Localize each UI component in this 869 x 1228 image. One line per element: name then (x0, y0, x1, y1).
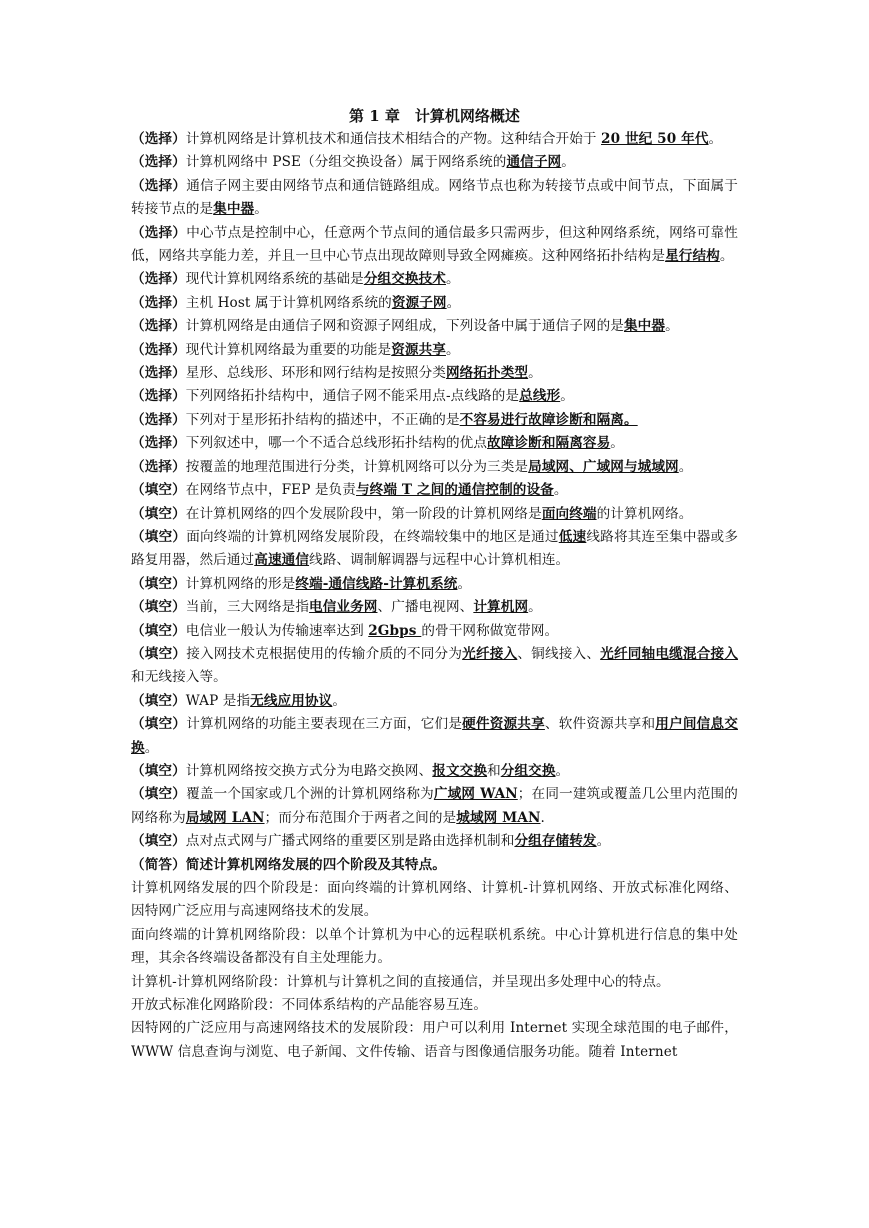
answer-text: 2Gbps (368, 622, 422, 639)
answer-text: 20 世纪 50 年代 (601, 131, 709, 147)
question-type-tag: （选择） (131, 294, 186, 311)
question-item (131, 151, 738, 174)
body-text: 面向终端的计算机网络发展阶段，在终端较集中的地区是通过 (186, 528, 559, 545)
question-type-tag: （填空） (131, 575, 186, 592)
body-text: ；而分布范围介于两者之间的是 (264, 809, 457, 826)
answer-text: 光纤同轴电缆混合接入 (600, 645, 739, 662)
answer-text: 网络拓扑类型 (445, 365, 529, 382)
body-text: 覆盖一个国家或几个洲的计算机网络称为 (186, 786, 434, 803)
document-body (131, 128, 738, 1064)
question-item (131, 128, 738, 151)
document-page (131, 104, 738, 1064)
answer-text: 星行结构 (665, 248, 720, 265)
answer-paragraph (131, 1017, 738, 1064)
body-text: 。 (553, 482, 568, 499)
answer-paragraph (131, 994, 738, 1017)
body-text: 和无线接入等。 (131, 669, 227, 686)
question-item (131, 713, 738, 760)
body-text: 。 (528, 365, 542, 382)
body-text: 计算机网络发展的四个阶段是：面向终端的计算机网络、计算机-计算机网络、开放式标准化网络、因特网广泛应用与高速网络技术的发展。 (131, 880, 738, 920)
body-text: 计算机网络是计算机技术和通信技术相结合的产物。这种结合开始于 (185, 131, 602, 147)
body-text: 主机 Host 属于计算机网络系统的 (185, 294, 392, 311)
body-text: 。 (445, 341, 460, 358)
body-text: 。 (332, 692, 347, 709)
body-text: 和 (487, 762, 501, 779)
answer-text: 分组交换技术 (363, 271, 446, 288)
answer-text: 分组交换 (500, 762, 556, 779)
question-type-tag: （选择） (131, 458, 186, 475)
answer-text: 计算机网 (473, 599, 529, 616)
question-item (131, 432, 738, 455)
body-text: 计算机网络的形是 (185, 575, 296, 592)
question-type-tag: （选择） (131, 341, 186, 358)
question-type-tag: （选择） (131, 365, 186, 382)
body-text: . (540, 809, 545, 826)
body-text: 下列网络拓扑结构中，通信子网不能采用点-点线路的是 (185, 388, 520, 405)
body-text: 。 (708, 131, 723, 147)
question-type-tag: （选择） (131, 154, 186, 171)
body-text: 。 (561, 154, 575, 171)
answer-text: 光纤接入 (462, 645, 518, 662)
question-item (131, 690, 738, 713)
question-type-tag: （选择） (131, 224, 187, 241)
answer-text: 高速通信 (254, 552, 310, 569)
body-text: 线路、调制解调器与远程中心计算机相连。 (309, 552, 570, 569)
body-text: 。 (560, 388, 574, 405)
body-text: 线路将其连至集中器或多路复用器，然后通过 (131, 528, 739, 569)
body-text: 点对点式网与广播式网络的重要区别是路由选择机制和 (185, 833, 515, 850)
body-text: 。 (719, 248, 734, 265)
answer-text: 局域网、广域网与城域网 (528, 458, 679, 475)
body-text: 计算机网络的功能主要表现在三方面，它们是 (186, 716, 463, 733)
body-text: 在计算机网络的四个发展阶段中，第一阶段的计算机网络是 (185, 505, 542, 522)
answer-text: 资源共享 (391, 341, 446, 358)
question-item (131, 315, 738, 338)
question-item (131, 830, 738, 853)
question-item (131, 573, 738, 596)
answer-text: 面向终端 (541, 505, 597, 522)
answer-text: 不容易进行故障诊断和隔离。 (459, 411, 638, 428)
body-text: 、铜线接入、 (517, 645, 601, 662)
body-text: 电信业一般认为传输速率达到 (185, 622, 369, 639)
question-type-tag: （选择） (131, 271, 186, 288)
body-text: 、软件资源共享和 (544, 716, 656, 733)
answer-paragraph (131, 971, 738, 994)
answer-text: 电信业务网 (309, 599, 378, 616)
body-text: 的计算机网络。 (596, 505, 693, 522)
answer-text: 通信子网 (506, 154, 562, 171)
question-item (131, 409, 738, 432)
body-text: 的骨干网称做宽带网。 (421, 622, 559, 639)
question-item (131, 783, 738, 830)
answer-paragraph (131, 877, 738, 924)
body-text: 接入网技术克根据使用的传输介质的不同分为 (186, 645, 463, 662)
body-text: 现代计算机网络系统的基础是 (185, 271, 364, 288)
question-item (131, 268, 738, 291)
body-text: 。 (678, 458, 693, 475)
answer-text: 与终端 T 之间的通信控制的设备 (355, 482, 554, 499)
answer-text: 无线应用协议 (250, 692, 333, 709)
body-text: 。 (457, 575, 472, 592)
question-type-tag: （填空） (131, 786, 187, 803)
answer-text: 集中器 (213, 201, 255, 218)
question-type-tag: （填空） (131, 833, 186, 850)
answer-text: 终端-通信线路-计算机系统 (295, 575, 458, 592)
body-text: 下列对于星形拓扑结构的描述中，不正确的是 (185, 411, 460, 428)
question-item (131, 292, 738, 315)
question-type-tag: （简答） (131, 856, 186, 873)
question-item (131, 760, 738, 783)
body-text: 现代计算机网络最为重要的功能是 (185, 341, 392, 358)
question-type-tag: （填空） (131, 505, 186, 522)
body-text: 开放式标准化网路阶段：不同体系结构的产品能容易互连。 (131, 997, 488, 1014)
question-type-tag: （选择） (131, 318, 186, 335)
answer-text: 用户间信息交换 (131, 716, 738, 756)
body-text: 计算机-计算机网络阶段：计算机与计算机之间的直接通信，并呈现出多处理中心的特点。 (131, 973, 670, 990)
answer-text: 资源子网 (391, 294, 447, 311)
question-item (131, 339, 738, 362)
question-type-tag: （选择） (131, 388, 186, 405)
body-text: 。 (596, 833, 611, 850)
answer-text: 报文交换 (432, 762, 488, 779)
question-item (131, 362, 738, 385)
question-type-tag: （选择） (131, 131, 186, 147)
question-item (131, 503, 738, 526)
body-text: 中心节点是控制中心，任意两个节点间的通信最多只需两步，但这种网络系统，网络可靠性低，网络共享能力差，并且一旦中心节点出现故障则导致全网瘫痪。这种网络拓扑结构是 (131, 224, 739, 265)
body-text: 。 (445, 271, 460, 288)
question-type-tag: （选择） (131, 411, 186, 428)
answer-paragraph (131, 924, 738, 971)
answer-text: 城域网 MAN (456, 809, 541, 826)
answer-text: 故障诊断和隔离容易 (487, 435, 611, 452)
body-text: 下列叙述中，哪一个不适合总线形拓扑结构的优点 (185, 435, 488, 452)
answer-text: 低速 (558, 528, 587, 545)
body-text: 。 (254, 201, 268, 218)
body-text: ；在同一建筑或覆盖几公里内范围的网络称为 (131, 786, 738, 826)
body-text: 星形、总线形、环形和网行结构是按照分类 (185, 365, 446, 382)
answer-text: 广域网 WAN (433, 786, 518, 803)
question-item (131, 526, 738, 573)
question-type-tag: （填空） (131, 528, 187, 545)
body-text: 按覆盖的地理范围进行分类，计算机网络可以分为三类是 (185, 458, 529, 475)
question-item (131, 385, 738, 408)
body-text: 。 (610, 435, 624, 452)
question-item (131, 479, 738, 502)
body-text: 因特网的广泛应用与高速网络技术的发展阶段：用户可以利用 Internet 实现全球范围的电子邮件，WWW 信息查询与浏览、电子新闻、文件传输、语音与图像通信服务功能。随着 Internet (131, 1020, 738, 1060)
body-text: 面向终端的计算机网络阶段：以单个计算机为中心的远程联机系统。中心计算机进行信息的集中处理，其余各终端设备都没有自主处理能力。 (131, 926, 738, 967)
question-type-tag: （选择） (131, 177, 187, 194)
body-text: 。 (528, 599, 542, 616)
answer-text: 总线形 (519, 388, 561, 405)
body-text: 。 (144, 739, 159, 756)
question-item (131, 222, 738, 269)
answer-text: 集中器 (623, 318, 666, 335)
body-text: 当前，三大网络是指 (185, 599, 310, 616)
question-text: 简述计算机网络发展的四个阶段及其特点。 (185, 856, 446, 873)
answer-text: 局域网 LAN (185, 809, 265, 826)
question-type-tag: （填空） (131, 762, 186, 779)
question-item (131, 456, 738, 479)
question-type-tag: （填空） (131, 716, 187, 733)
question-item (131, 643, 738, 690)
question-type-tag: （填空） (131, 482, 186, 499)
question-type-tag: （选择） (131, 435, 186, 452)
body-text: 在网络节点中，FEP 是负责 (185, 482, 356, 499)
answer-text: 硬件资源共享 (462, 716, 545, 733)
body-text: 。 (665, 318, 679, 335)
body-text: 计算机网络按交换方式分为电路交换网、 (185, 762, 433, 779)
body-text: 。 (555, 762, 570, 779)
chapter-title: 第 1 章 计算机网络概述 (349, 107, 520, 125)
body-text: 计算机网络是由通信子网和资源子网组成，下列设备中属于通信子网的是 (185, 318, 624, 335)
body-text: WAP 是指 (185, 692, 251, 709)
question-type-tag: （填空） (131, 692, 186, 709)
question-item (131, 596, 738, 619)
question-type-tag: （填空） (131, 645, 187, 662)
question-type-tag: （填空） (131, 599, 186, 616)
question-item (131, 620, 738, 643)
answer-text: 分组存储转发 (514, 833, 597, 850)
question-item (131, 175, 738, 222)
question-type-tag: （填空） (131, 622, 186, 639)
body-text: 计算机网络中 PSE（分组交换设备）属于网络系统的 (185, 154, 507, 171)
question-item (131, 854, 738, 877)
body-text: 、广播电视网、 (377, 599, 474, 616)
body-text: 通信子网主要由网络节点和通信链路组成。网络节点也称为转接节点或中间节点，下面属于转接节点的是 (131, 177, 739, 218)
body-text: 。 (446, 294, 461, 311)
